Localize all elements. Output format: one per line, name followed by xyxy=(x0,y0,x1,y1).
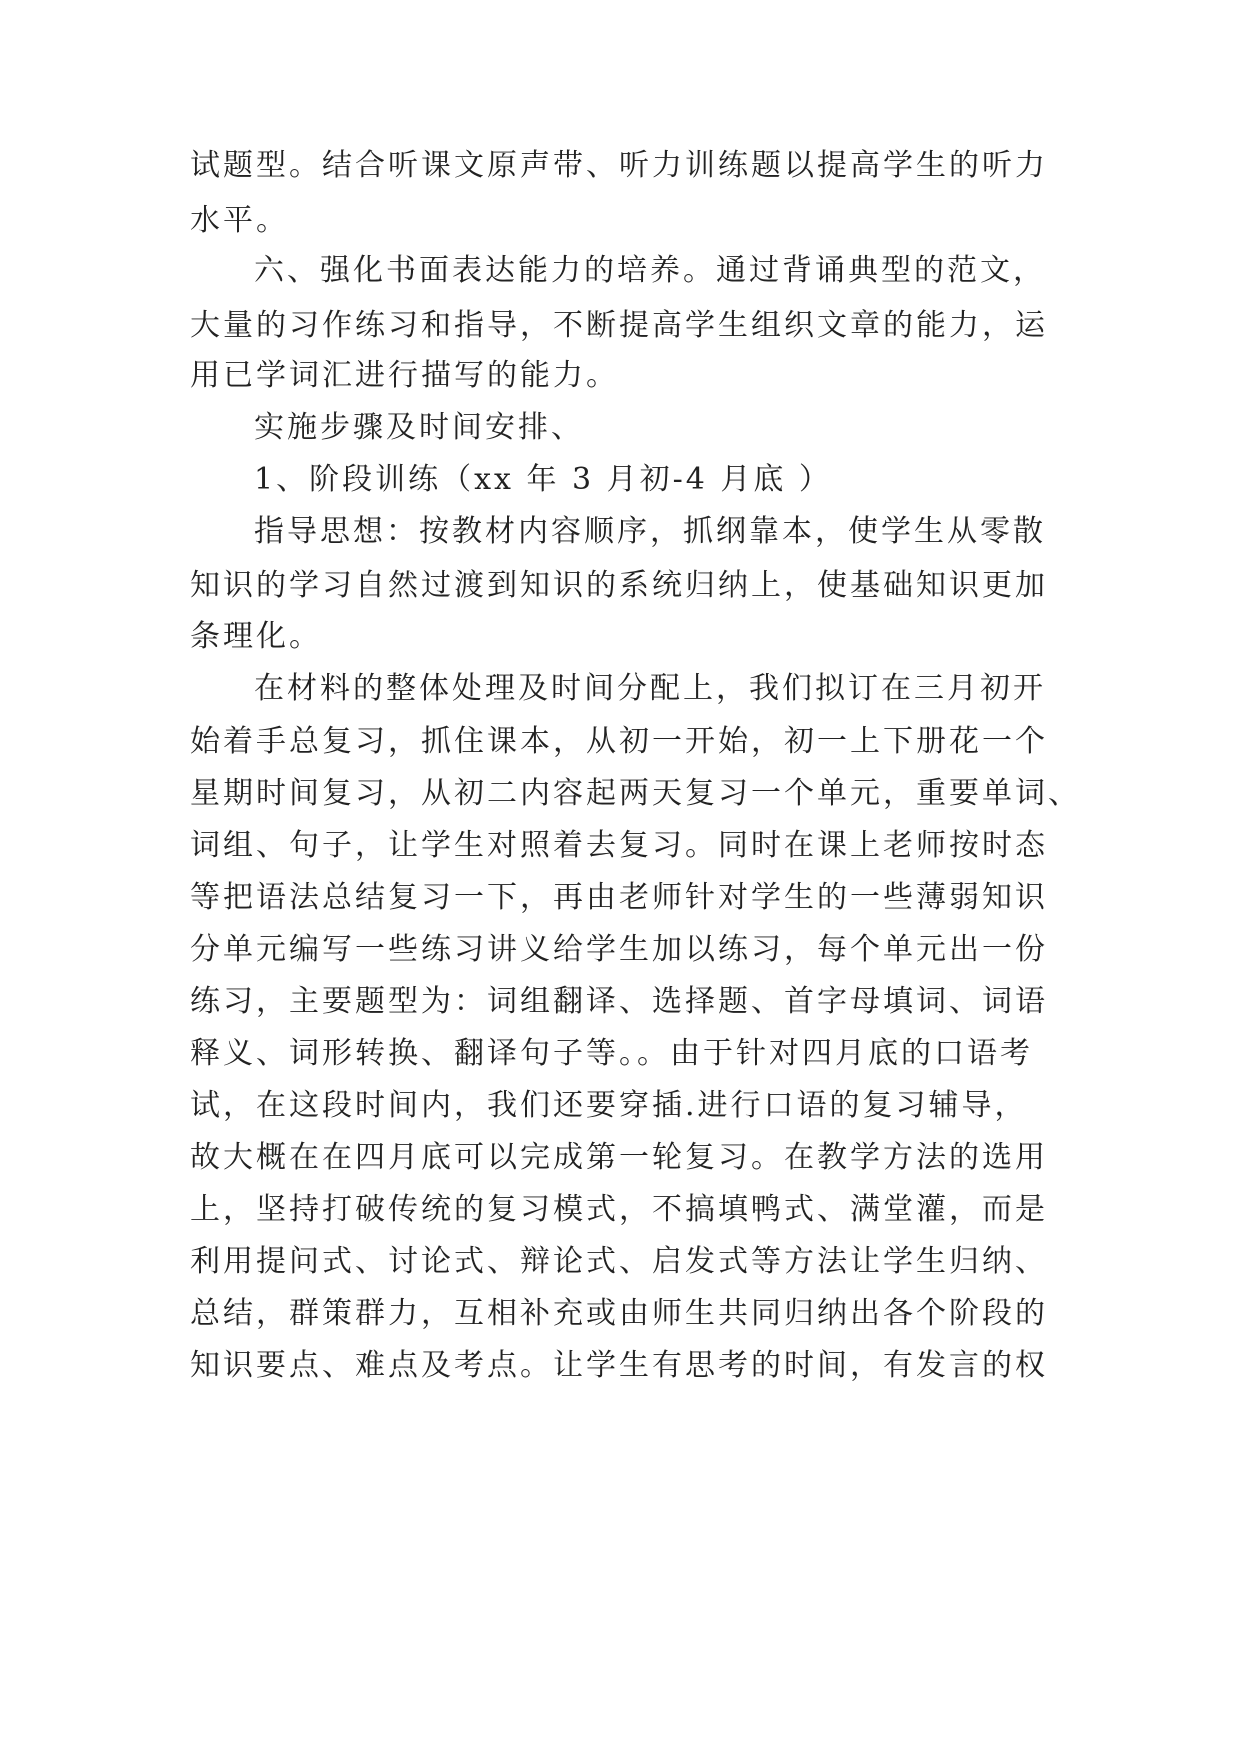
text-line: 知识要点、难点及考点。让学生有思考的时间，有发言的权 xyxy=(190,1348,1048,1383)
text-line: 星期时间复习，从初二内容起两天复习一个单元，重要单词、 xyxy=(190,776,1081,811)
text-line: 水平。 xyxy=(190,203,289,238)
text-line: 练习，主要题型为：词组翻译、选择题、首字母填词、词语 xyxy=(190,984,1048,1019)
text-line: 总结，群策群力，互相补充或由师生共同归纳出各个阶段的 xyxy=(190,1296,1048,1331)
text-line: 六、强化书面表达能力的培养。通过背诵典型的范文， xyxy=(254,253,1046,288)
text-line: 等把语法总结复习一下，再由老师针对学生的一些薄弱知识 xyxy=(190,880,1048,915)
text-line: 利用提问式、讨论式、辩论式、启发式等方法让学生归纳、 xyxy=(190,1244,1048,1279)
text-line: 上，坚持打破传统的复习模式，不搞填鸭式、满堂灌，而是 xyxy=(190,1192,1048,1227)
text-line: 始着手总复习，抓住课本，从初一开始，初一上下册花一个 xyxy=(190,724,1048,759)
text-line: 在材料的整体处理及时间分配上，我们拟订在三月初开 xyxy=(254,671,1046,706)
text-line: 故大概在在四月底可以完成第一轮复习。在教学方法的选用 xyxy=(190,1140,1048,1175)
text-line: 释义、词形转换、翻译句子等。。由于针对四月底的口语考 xyxy=(190,1036,1033,1071)
text-line: 分单元编写一些练习讲义给学生加以练习，每个单元出一份 xyxy=(190,932,1048,967)
text-line: 实施步骤及时间安排、 xyxy=(254,410,584,445)
text-line: 试题型。结合听课文原声带、听力训练题以提高学生的听力 xyxy=(190,148,1048,183)
text-line: 1、阶段训练（xx 年 3 月初-4 月底 ） xyxy=(254,462,832,497)
text-line: 词组、句子，让学生对照着去复习。同时在课上老师按时态 xyxy=(190,828,1048,863)
text-line: 指导思想：按教材内容顺序，抓纲靠本，使学生从零散 xyxy=(254,514,1046,549)
text-line: 试，在这段时间内，我们还要穿插.进行口语的复习辅导， xyxy=(190,1088,1028,1123)
text-line: 用已学词汇进行描写的能力。 xyxy=(190,358,619,393)
text-line: 大量的习作练习和指导，不断提高学生组织文章的能力，运 xyxy=(190,308,1048,343)
text-line: 条理化。 xyxy=(190,619,322,654)
text-line: 知识的学习自然过渡到知识的系统归纳上，使基础知识更加 xyxy=(190,568,1048,603)
